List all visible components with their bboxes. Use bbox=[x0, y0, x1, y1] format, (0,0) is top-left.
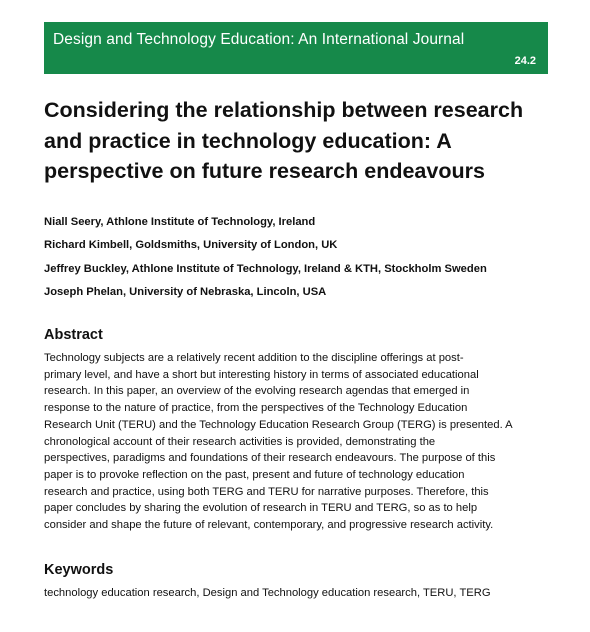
journal-issue-number: 24.2 bbox=[514, 55, 536, 67]
journal-banner bbox=[44, 22, 548, 74]
abstract-line: response to the nature of practice, from the perspectives of the Technology Education bbox=[44, 402, 468, 415]
author-entry: Richard Kimbell, Goldsmiths, University of London, UK bbox=[44, 239, 338, 252]
abstract-line: research and practice, using both TERG and TERU for narrative purposes. Therefore, this bbox=[44, 485, 489, 498]
author-entry: Niall Seery, Athlone Institute of Technology, Ireland bbox=[44, 216, 316, 228]
abstract-line: perspectives, paradigms and foundations of their research endeavours. The purpose of this bbox=[44, 452, 496, 465]
abstract-line: paper concludes by sharing the evolution of research in TERU and TERG, so as to help bbox=[44, 502, 478, 515]
abstract-heading: Abstract bbox=[44, 327, 103, 343]
keywords-heading: Keywords bbox=[44, 562, 114, 578]
author-entry: Jeffrey Buckley, Athlone Institute of Technology, Ireland & KTH, Stockholm Sweden bbox=[44, 262, 487, 275]
journal-name: Design and Technology Education: An International Journal bbox=[53, 31, 465, 48]
abstract-line: Research Unit (TERU) and the Technology Education Research Group (TERG) is presented. A bbox=[44, 418, 513, 431]
title-line: Considering the relationship between research bbox=[44, 98, 524, 122]
keywords-text: technology education research, Design and Technology education research, TERU, TERG bbox=[44, 587, 491, 599]
abstract-line: Technology subjects are a relatively recent addition to the discipline offerings at post- bbox=[44, 352, 464, 364]
abstract-text bbox=[44, 350, 548, 534]
author-entry: Joseph Phelan, University of Nebraska, Lincoln, USA bbox=[44, 285, 327, 298]
author-list bbox=[44, 211, 487, 304]
abstract-line: chronological account of their research activities is provided, demonstrating the bbox=[44, 435, 436, 448]
abstract-line: research. In this paper, an overview of the evolving research agendas that emerged in bbox=[44, 385, 470, 398]
abstract-line: primary level, and have a short but interesting history in terms of associated educational bbox=[44, 368, 479, 381]
title-line: perspective on future research endeavours bbox=[44, 159, 485, 183]
abstract-line: paper is to provoke reflection on the past, present and future of technology education bbox=[44, 468, 465, 481]
title-line: and practice in technology education: A bbox=[44, 128, 452, 153]
abstract-line: consider and shape the future of relevant, contemporary, and progressive research activity. bbox=[44, 519, 494, 532]
paper-title bbox=[44, 95, 554, 187]
